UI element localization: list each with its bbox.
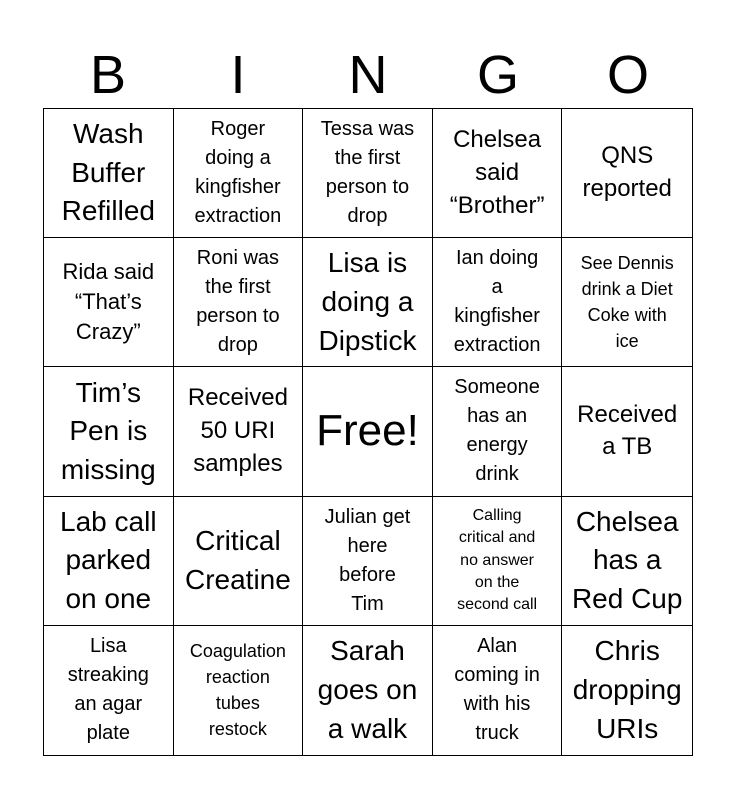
cell-text: Chris dropping URIs xyxy=(572,635,682,744)
bingo-cell-r3-c1[interactable] xyxy=(44,367,174,496)
cell-text: Tessa was the first person to drop xyxy=(320,118,415,228)
cell-text: Lab call parked on one xyxy=(60,505,157,614)
bingo-cell-r3-c2[interactable] xyxy=(174,367,304,496)
bingo-cell-r2-c5[interactable] xyxy=(562,238,692,367)
cell-text: Roger doing a kingfisher extraction xyxy=(194,118,282,228)
bingo-cell-r4-c4[interactable] xyxy=(433,497,563,626)
bingo-cell-r5-c4[interactable] xyxy=(433,626,563,755)
bingo-board xyxy=(43,108,693,756)
bingo-cell-r2-c4[interactable] xyxy=(433,238,563,367)
cell-text: Tim’s Pen is missing xyxy=(60,376,156,485)
bingo-cell-r4-c2[interactable] xyxy=(174,497,304,626)
cell-text: Received a TB xyxy=(577,400,678,461)
cell-text: Chelsea has a Red Cup xyxy=(571,505,683,614)
header-letter-o: O xyxy=(606,45,649,105)
bingo-cell-r2-c1[interactable] xyxy=(44,238,174,367)
cell-text: Sarah goes on a walk xyxy=(317,635,418,744)
bingo-cell-r4-c1[interactable] xyxy=(44,497,174,626)
bingo-cell-r1-c1[interactable] xyxy=(44,109,174,238)
bingo-cell-r4-c5[interactable] xyxy=(562,497,692,626)
cell-text: Rida said “That’s Crazy” xyxy=(62,259,155,345)
header-letter-g: G xyxy=(476,45,519,105)
bingo-cell-r2-c3[interactable] xyxy=(303,238,433,367)
bingo-cell-r1-c2[interactable] xyxy=(174,109,304,238)
bingo-cell-r1-c5[interactable] xyxy=(562,109,692,238)
cell-text: Coagulation reaction tubes restock xyxy=(189,641,286,740)
cell-text: Alan coming in with his truck xyxy=(454,635,540,745)
cell-text: Julian get here before Tim xyxy=(324,505,411,615)
header-letter-b: B xyxy=(89,45,127,105)
cell-text: Roni was the first person to drop xyxy=(196,247,280,357)
header-letter-n: N xyxy=(348,45,388,105)
header-letter-i: I xyxy=(230,45,246,105)
cell-text: Wash Buffer Refilled xyxy=(61,118,155,227)
bingo-header xyxy=(43,42,693,108)
bingo-cell-r2-c2[interactable] xyxy=(174,238,304,367)
bingo-cell-r3-c5[interactable] xyxy=(562,367,692,496)
bingo-cell-r5-c1[interactable] xyxy=(44,626,174,755)
cell-text: Lisa streaking an agar plate xyxy=(67,635,149,745)
bingo-cell-r5-c3[interactable] xyxy=(303,626,433,755)
cell-text: Someone has an energy drink xyxy=(454,376,540,486)
free-space-text: Free! xyxy=(316,406,419,456)
bingo-cell-r3-c4[interactable] xyxy=(433,367,563,496)
cell-text: Received 50 URI samples xyxy=(187,384,288,477)
cell-text: Lisa is doing a Dipstick xyxy=(318,247,417,356)
cell-text: QNS reported xyxy=(582,142,672,203)
cell-text: Ian doing a kingfisher extraction xyxy=(453,247,541,357)
bingo-cell-r5-c2[interactable] xyxy=(174,626,304,755)
bingo-cell-r4-c3[interactable] xyxy=(303,497,433,626)
bingo-cell-r5-c5[interactable] xyxy=(562,626,692,755)
bingo-cell-free[interactable] xyxy=(303,367,433,496)
bingo-cell-r1-c4[interactable] xyxy=(433,109,563,238)
cell-text: Chelsea said “Brother” xyxy=(449,125,545,219)
cell-text: Calling critical and no answer on the second call xyxy=(457,506,538,614)
cell-text: Critical Creatine xyxy=(184,525,291,595)
bingo-cell-r1-c3[interactable] xyxy=(303,109,433,238)
cell-text: See Dennis drink a Diet Coke with ice xyxy=(580,253,674,352)
